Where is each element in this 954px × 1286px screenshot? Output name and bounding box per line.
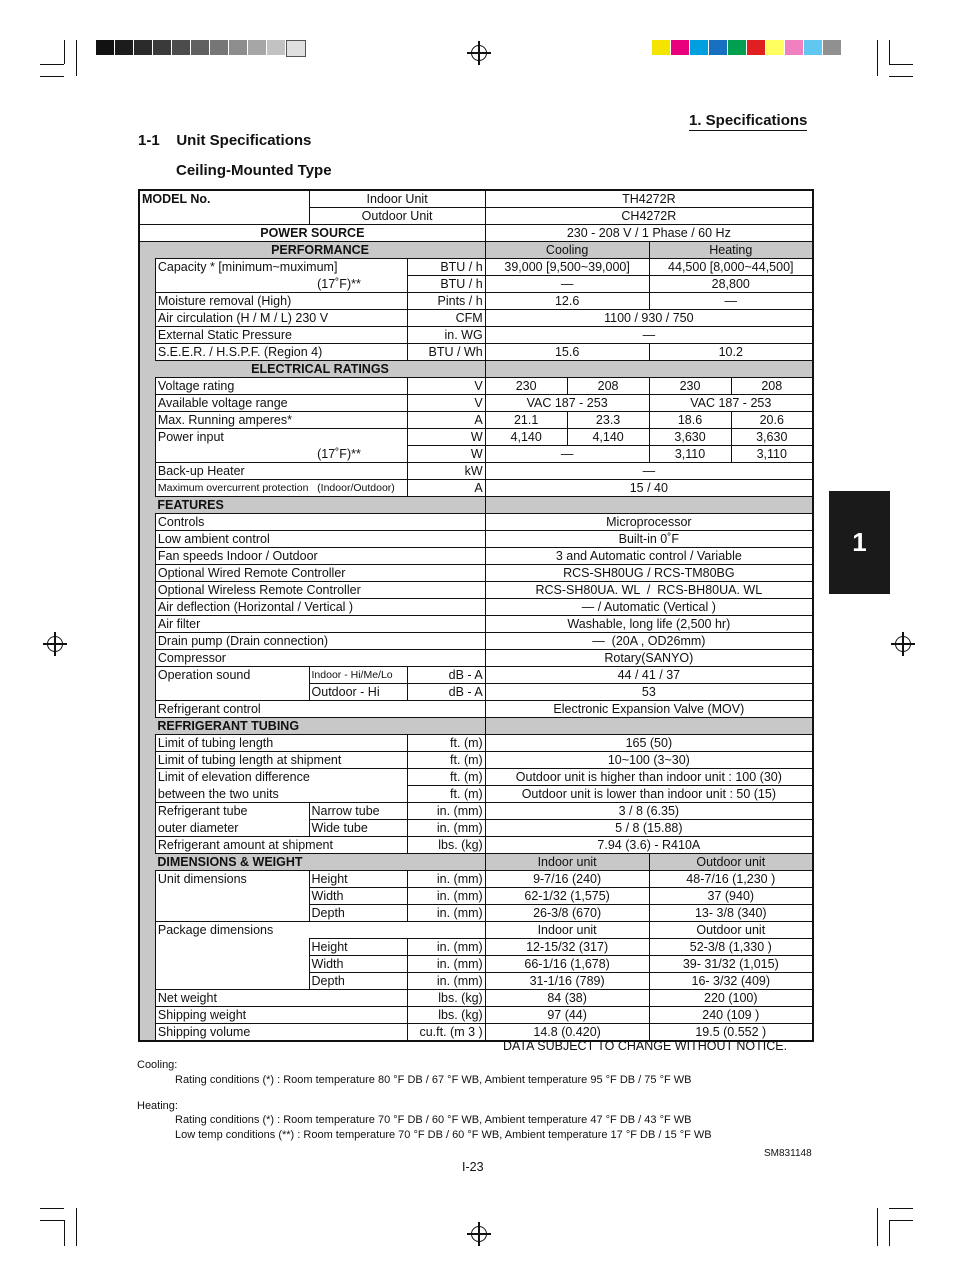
table-row: Controls Microprocessor (139, 514, 813, 531)
table-row: Width in. (mm) 66-1/16 (1,678) 39- 31/32 (1,015) (139, 956, 813, 973)
color-swatch (728, 40, 746, 55)
table-row: Refrigerant amount at shipment lbs. (kg) 7.94 (3.6) - R410A (139, 837, 813, 854)
table-row: Height in. (mm) 12-15/32 (317) 52-3/8 (1,330 ) (139, 939, 813, 956)
table-row: Max. Running amperes* A 21.1 23.3 18.6 20.6 (139, 412, 813, 429)
color-swatch (747, 40, 765, 55)
table-row: Limit of tubing length at shipment ft. (m) 10~100 (3~30) (139, 752, 813, 769)
table-row: Limit of tubing length ft. (m) 165 (50) (139, 735, 813, 752)
table-row: MODEL No. Indoor Unit TH4272R (139, 190, 813, 208)
table-row: (17˚F)** BTU / h — 28,800 (139, 276, 813, 293)
table-row: S.E.E.R. / H.S.P.F. (Region 4) BTU / Wh 15.6 10.2 (139, 344, 813, 361)
grey-swatch (134, 40, 152, 55)
grey-swatch (248, 40, 266, 55)
note-heating-label: Heating: (137, 1100, 178, 1112)
table-row: Optional Wired Remote Controller RCS-SH80UG / RCS-TM80BG (139, 565, 813, 582)
note-cooling-rating: Rating conditions (*) : Room temperature 80 °F DB / 67 °F WB, Ambient temperature 95 °F DB / 75 °F WB (175, 1074, 692, 1086)
table-row: Refrigerant tube Narrow tube in. (mm) 3 / 8 (6.35) (139, 803, 813, 820)
grey-swatch (172, 40, 190, 55)
table-row: Width in. (mm) 62-1/32 (1,575) 37 (940) (139, 888, 813, 905)
table-row: Outdoor - Hi dB - A 53 (139, 684, 813, 701)
table-row: Air filter Washable, long life (2,500 hr) (139, 616, 813, 633)
grey-swatch (286, 40, 306, 57)
section-subheading: Ceiling-Mounted Type (176, 162, 332, 179)
table-row: Available voltage range V VAC 187 - 253 VAC 187 - 253 (139, 395, 813, 412)
table-row: Limit of elevation difference ft. (m) Outdoor unit is higher than indoor unit : 100 (30) (139, 769, 813, 786)
grey-swatch (115, 40, 133, 55)
color-swatch (709, 40, 727, 55)
note-heating-low: Low temp conditions (**) : Room temperature 70 °F DB / 60 °F WB, Ambient temperature 17 °F DB / 15 °F WB (175, 1129, 712, 1141)
table-row: Operation sound Indoor - Hi/Me/Lo dB - A 44 / 41 / 37 (139, 667, 813, 684)
section-heading: 1-1 Unit Specifications (138, 132, 312, 149)
table-band-dimensions-weight: DIMENSIONS & WEIGHT Indoor unit Outdoor unit (139, 854, 813, 871)
table-row: Power input W 4,140 4,140 3,630 3,630 (139, 429, 813, 446)
table-row: Air circulation (H / M / L) 230 V CFM 1100 / 930 / 750 (139, 310, 813, 327)
registration-target-icon (47, 636, 63, 652)
table-row: between the two units ft. (m) Outdoor unit is lower than indoor unit : 50 (15) (139, 786, 813, 803)
color-swatch (671, 40, 689, 55)
grey-swatch (96, 40, 114, 55)
table-row: Net weight lbs. (kg) 84 (38) 220 (100) (139, 990, 813, 1007)
table-row: Shipping weight lbs. (kg) 97 (44) 240 (109 ) (139, 1007, 813, 1024)
color-swatch (823, 40, 841, 55)
table-row: Depth in. (mm) 31-1/16 (789) 16- 3/32 (409) (139, 973, 813, 990)
grey-swatch (267, 40, 285, 55)
table-row: Maximum overcurrent protection (Indoor/Outdoor) A 15 / 40 (139, 480, 813, 497)
disclaimer: DATA SUBJECT TO CHANGE WITHOUT NOTICE. (503, 1039, 788, 1053)
registration-target-icon (471, 45, 487, 61)
grey-swatch (210, 40, 228, 55)
table-band-refrigerant-tubing: REFRIGERANT TUBING (139, 718, 813, 735)
table-row: Outdoor Unit CH4272R (139, 208, 813, 225)
table-band-features: FEATURES (139, 497, 813, 514)
table-row: Moisture removal (High) Pints / h 12.6 — (139, 293, 813, 310)
table-row: Depth in. (mm) 26-3/8 (670) 13- 3/8 (340) (139, 905, 813, 922)
table-row: outer diameter Wide tube in. (mm) 5 / 8 (15.88) (139, 820, 813, 837)
registration-target-icon (471, 1226, 487, 1242)
document-code: SM831148 (764, 1148, 812, 1159)
table-row: Shipping volume cu.ft. (m 3 ) 14.8 (0.420) 19.5 (0.552 ) (139, 1024, 813, 1042)
table-band-performance: PERFORMANCE Cooling Heating (139, 242, 813, 259)
table-row: Voltage rating V 230 208 230 208 (139, 378, 813, 395)
grey-swatch (191, 40, 209, 55)
chapter-tab: 1 (829, 491, 890, 594)
grey-swatch (229, 40, 247, 55)
table-band-electrical: ELECTRICAL RATINGS (139, 361, 813, 378)
note-cooling-label: Cooling: (137, 1059, 178, 1071)
color-swatch (766, 40, 784, 55)
table-row: Fan speeds Indoor / Outdoor 3 and Automatic control / Variable (139, 548, 813, 565)
table-row: Capacity * [minimum~muximum] BTU / h 39,000 [9,500~39,000] 44,500 [8,000~44,500] (139, 259, 813, 276)
color-swatch (804, 40, 822, 55)
table-row: Air deflection (Horizontal / Vertical ) — / Automatic (Vertical ) (139, 599, 813, 616)
table-row: Package dimensions Indoor unit Outdoor unit (139, 922, 813, 939)
table-row: External Static Pressure in. WG — (139, 327, 813, 344)
color-swatch (690, 40, 708, 55)
color-swatch (652, 40, 670, 55)
table-row: Low ambient control Built-in 0˚F (139, 531, 813, 548)
specifications-table (138, 189, 814, 1042)
grey-swatch (153, 40, 171, 55)
chapter-title: 1. Specifications (689, 112, 808, 129)
table-row: Unit dimensions Height in. (mm) 9-7/16 (240) 48-7/16 (1,230 ) (139, 871, 813, 888)
page-number: I-23 (462, 1160, 484, 1174)
table-row: Compressor Rotary(SANYO) (139, 650, 813, 667)
table-row: Optional Wireless Remote Controller RCS-SH80UA. WL / RCS-BH80UA. WL (139, 582, 813, 599)
color-swatch (785, 40, 803, 55)
note-heating-rating: Rating conditions (*) : Room temperature 70 °F DB / 60 °F WB, Ambient temperature 47 °F DB / 43 °F WB (175, 1114, 692, 1126)
table-row: Back-up Heater kW — (139, 463, 813, 480)
model-label: MODEL No. (142, 192, 211, 207)
table-row: POWER SOURCE 230 - 208 V / 1 Phase / 60 Hz (139, 225, 813, 242)
table-row: Refrigerant control Electronic Expansion Valve (MOV) (139, 701, 813, 718)
registration-target-icon (895, 636, 911, 652)
table-row: Drain pump (Drain connection) — (20A , OD26mm) (139, 633, 813, 650)
table-row: (17˚F)** W — 3,110 3,110 (139, 446, 813, 463)
